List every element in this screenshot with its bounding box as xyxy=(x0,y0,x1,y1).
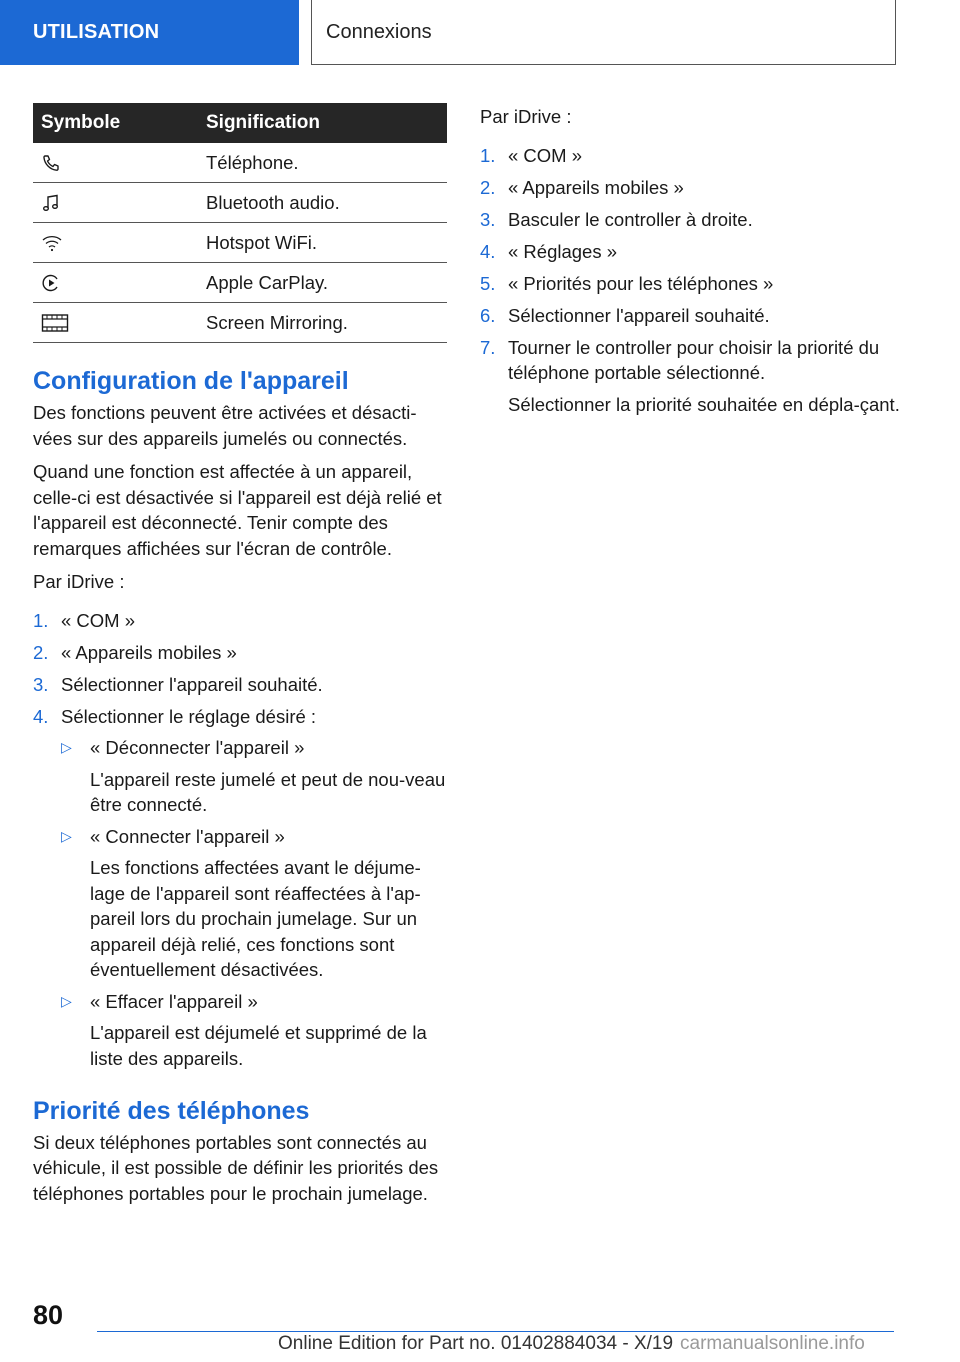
symbol-table xyxy=(33,103,447,343)
right-column xyxy=(480,104,900,424)
footer-divider xyxy=(97,1331,894,1332)
wifi-icon xyxy=(41,233,63,253)
triangle-bullet-icon: ▷ xyxy=(61,992,72,1009)
option-item: ▷ « Connecter l'appareil » Les fonctions affectées avant le déjume-lage de l'appareil sont réaffectées à l'ap-pareil lors du prochain jumelage. Sur un appareil déjà relié, ces fonctions sont éventuellement désactivées. xyxy=(61,825,421,980)
chapter-header xyxy=(311,0,896,65)
meaning-cell: Apple CarPlay. xyxy=(206,263,447,303)
list-item: 1. « COM » xyxy=(33,609,136,631)
config-paragraph-2: Quand une fonction est affectée à un appareil, celle-ci est désactivée si l'appareil est déjà relié et l'appareil est déconnecté. Tenir compte des remarques affichées sur l'écran de contrôle. xyxy=(33,461,442,559)
screen-mirroring-icon xyxy=(41,313,69,333)
triangle-bullet-icon: ▷ xyxy=(61,827,72,844)
list-item: 6. Sélectionner l'appareil souhaité. xyxy=(480,304,770,326)
priority-intro: Par iDrive : xyxy=(480,106,572,127)
config-heading: Configuration de l'appareil xyxy=(33,367,349,395)
page-number: 80 xyxy=(33,1300,64,1330)
config-paragraph-1: Des fonctions peuvent être activées et désacti-vées sur des appareils jumelés ou connectés. xyxy=(33,402,417,449)
section-title: UTILISATION xyxy=(33,21,160,43)
list-item: 4. Sélectionner le réglage désiré : ▷ « Déconnecter l'appareil » L'appareil reste jumelé et peut de nou-veau être connecté. ▷ « Connecter l'appareil » Les fonctions affectées avant le déjume-lage de l'appareil sont réaffectées à l'ap-pareil lors du prochain jumelage. Sur un appareil déjà relié, ces fonctions sont éventuellement désactivées. ▷ « Effacer l'appareil » L'appareil est déjumelé et supprimé de la liste des appareils. xyxy=(33,704,447,1072)
table-row xyxy=(33,303,447,343)
config-steps xyxy=(33,608,447,1072)
meaning-cell: Screen Mirroring. xyxy=(206,303,447,343)
section-tab xyxy=(0,0,299,65)
watermark: carmanualsonline.info xyxy=(680,1333,865,1354)
edition-text: Online Edition for Part no. 01402884034 - X/19 xyxy=(278,1333,674,1354)
meaning-cell: Téléphone. xyxy=(206,143,447,183)
list-item: 3. Basculer le controller à droite. xyxy=(480,208,753,230)
list-item: 2. « Appareils mobiles » xyxy=(480,176,684,198)
music-note-icon xyxy=(41,193,61,213)
settings-options xyxy=(61,735,447,1071)
carplay-icon xyxy=(41,273,61,293)
list-item: 2. « Appareils mobiles » xyxy=(33,641,237,663)
table-row xyxy=(33,263,447,303)
priority-after-note: Sélectionner la priorité souhaitée en dépla-çant. xyxy=(508,393,900,415)
triangle-bullet-icon: ▷ xyxy=(61,739,72,755)
chapter-title: Connexions xyxy=(326,20,432,43)
list-item: 5. « Priorités pour les téléphones » xyxy=(480,272,774,294)
table-row xyxy=(33,143,447,183)
col-header-symbol: Symbole xyxy=(33,103,206,143)
option-item: ▷ « Effacer l'appareil » L'appareil est déjumelé et supprimé de la liste des appareils. xyxy=(61,990,427,1069)
config-intro: Par iDrive : xyxy=(33,571,125,592)
list-item: 1. « COM » xyxy=(480,144,583,166)
priority-steps xyxy=(480,143,900,418)
list-item: 7. Tourner le controller pour choisir la priorité du téléphone portable sélectionné. Sélectionner la priorité souhaitée en dépla-çant. xyxy=(480,335,900,418)
priority-paragraph: Si deux téléphones portables sont connectés au véhicule, il est possible de définir les priorités des téléphones portables pour le prochain jumelage. xyxy=(33,1131,439,1204)
col-header-meaning: Signification xyxy=(206,103,447,143)
table-row xyxy=(33,183,447,223)
list-item: 3. Sélectionner l'appareil souhaité. xyxy=(33,673,323,695)
meaning-cell: Bluetooth audio. xyxy=(206,183,447,223)
table-row xyxy=(33,223,447,263)
left-column xyxy=(33,362,447,1206)
list-item: 4. « Réglages » xyxy=(480,240,618,262)
option-item: ▷ « Déconnecter l'appareil » L'appareil reste jumelé et peut de nou-veau être connecté. xyxy=(61,737,446,815)
table-header-row xyxy=(33,103,447,143)
meaning-cell: Hotspot WiFi. xyxy=(206,223,447,263)
priority-heading: Priorité des téléphones xyxy=(33,1096,310,1125)
phone-icon xyxy=(41,153,61,173)
